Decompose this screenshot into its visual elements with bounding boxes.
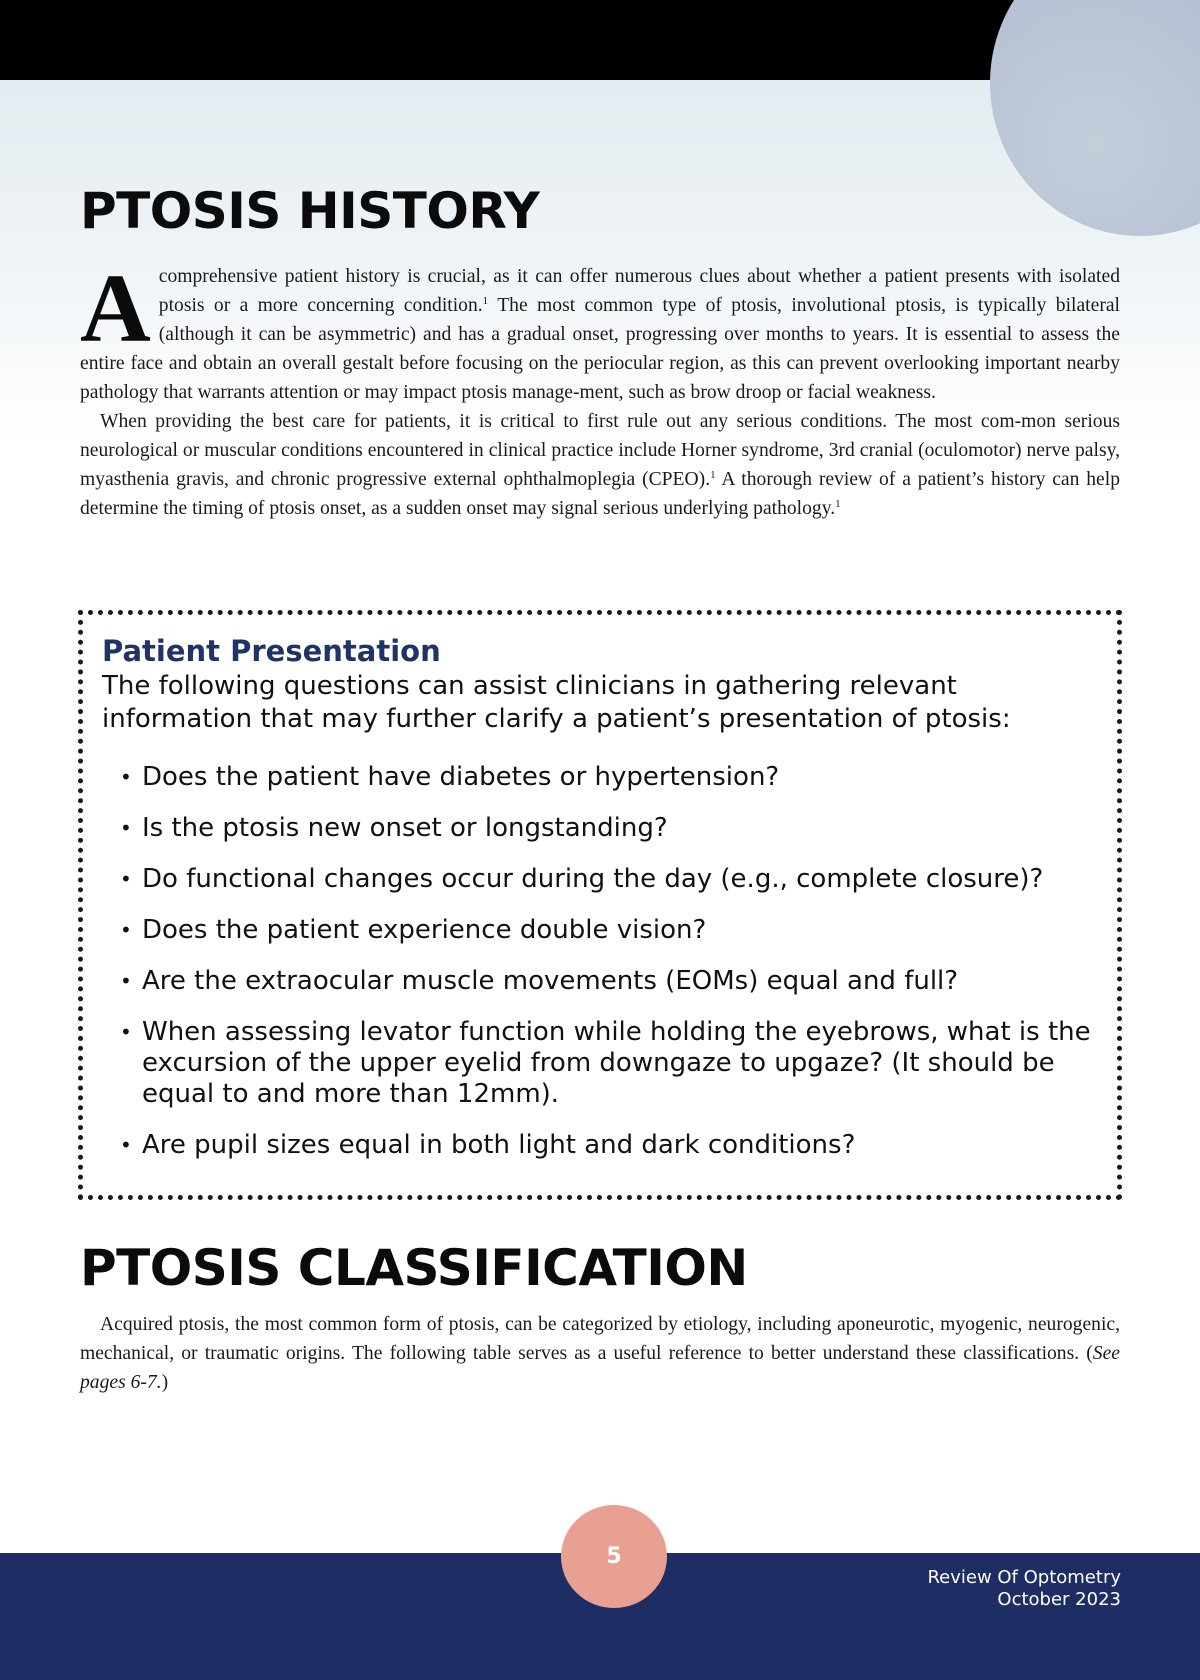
- publication-name: Review Of Optometry: [927, 1567, 1121, 1588]
- bullet-icon: •: [120, 918, 132, 942]
- section-heading-classification: PTOSIS CLASSIFICATION: [80, 1239, 748, 1297]
- bullet-icon: •: [120, 969, 132, 993]
- question-text: When assessing levator function while holding the eyebrows, what is the excursion of the upper eyelid from downgaze to upgaze? (It should be equal to and more than 12mm).: [142, 1017, 1091, 1109]
- question-text: Is the ptosis new onset or longstanding?: [142, 813, 668, 843]
- reference-marker: 1: [482, 295, 489, 307]
- page-number: 5: [606, 1544, 622, 1569]
- page-reference: See pages 6-7.: [80, 1343, 1120, 1393]
- classification-text: Acquired ptosis, the most common form of ptosis, can be categorized by etiology, including aponeurotic, myogenic, neurogenic, mechanical, or traumatic origins. The following table serves as a useful reference to better understand these classifications. (: [80, 1314, 1120, 1364]
- drop-cap: A: [80, 255, 151, 363]
- reference-marker: 1: [710, 469, 716, 481]
- classification-text-end: ): [161, 1372, 169, 1393]
- list-item: [102, 762, 1102, 793]
- bullet-icon: •: [120, 867, 132, 891]
- question-list: [102, 762, 1102, 1181]
- history-paragraph-1: [80, 255, 1120, 407]
- history-paragraph-2: [80, 407, 1120, 523]
- list-item: [102, 813, 1102, 844]
- bullet-icon: •: [120, 816, 132, 840]
- page-number-badge: [561, 1505, 667, 1608]
- issue-date: October 2023: [997, 1589, 1121, 1610]
- question-text: Are pupil sizes equal in both light and dark conditions?: [142, 1130, 856, 1160]
- history-p2-text-b: A thorough review of a patient’s history can help determine the timing of ptosis onset, as a sudden onset may signal serious underlying pathology.: [80, 469, 1120, 519]
- history-p1-text-a: comprehensive patient history is crucial, as it can offer numerous clues about whether a patient presents with isolated ptosis or a more concerning condition.: [158, 266, 1120, 316]
- question-text: Are the extraocular muscle movements (EOMs) equal and full?: [142, 966, 959, 996]
- classification-paragraph: [80, 1310, 1120, 1397]
- section-heading-history: PTOSIS HISTORY: [80, 182, 540, 240]
- history-p2-text-a: When providing the best care for patients, it is critical to first rule out any serious conditions. The most com-mon serious neurological or muscular conditions encountered in clinical practice include Horner syndrome, 3rd cranial (oculomotor) nerve palsy, myasthenia gravis, and chronic progressive external ophthalmoplegia (CPEO).: [80, 411, 1120, 490]
- footer-publication-info: [927, 1567, 1121, 1611]
- history-body: [80, 255, 1120, 523]
- question-text: Does the patient have diabetes or hypertension?: [142, 762, 780, 792]
- history-p1-text-b: The most common type of ptosis, involutional ptosis, is typically bilateral (although it can be asymmetric) and has a gradual onset, progressing over months to years. It is essential to assess the entire face and obtain an overall gestalt before focusing on the periocular region, as this can prevent overlooking important nearby pathology that warrants attention or may impact ptosis manage-ment, such as brow droop or facial weakness.: [80, 295, 1120, 403]
- list-item: [102, 1130, 1102, 1161]
- list-item: [102, 1017, 1102, 1110]
- list-item: [102, 966, 1102, 997]
- reference-marker: 1: [835, 498, 841, 510]
- bullet-icon: •: [120, 765, 132, 789]
- presentation-title: Patient Presentation: [102, 634, 441, 668]
- list-item: [102, 915, 1102, 946]
- presentation-intro: The following questions can assist clinicians in gathering relevant information that may further clarify a patient’s presentation of ptosis:: [102, 671, 1011, 734]
- classification-body: [80, 1310, 1120, 1397]
- question-text: Does the patient experience double vision?: [142, 915, 707, 945]
- list-item: [102, 864, 1102, 895]
- question-text: Do functional changes occur during the day (e.g., complete closure)?: [142, 864, 1044, 894]
- bullet-icon: •: [120, 1133, 132, 1157]
- bullet-icon: •: [120, 1020, 132, 1044]
